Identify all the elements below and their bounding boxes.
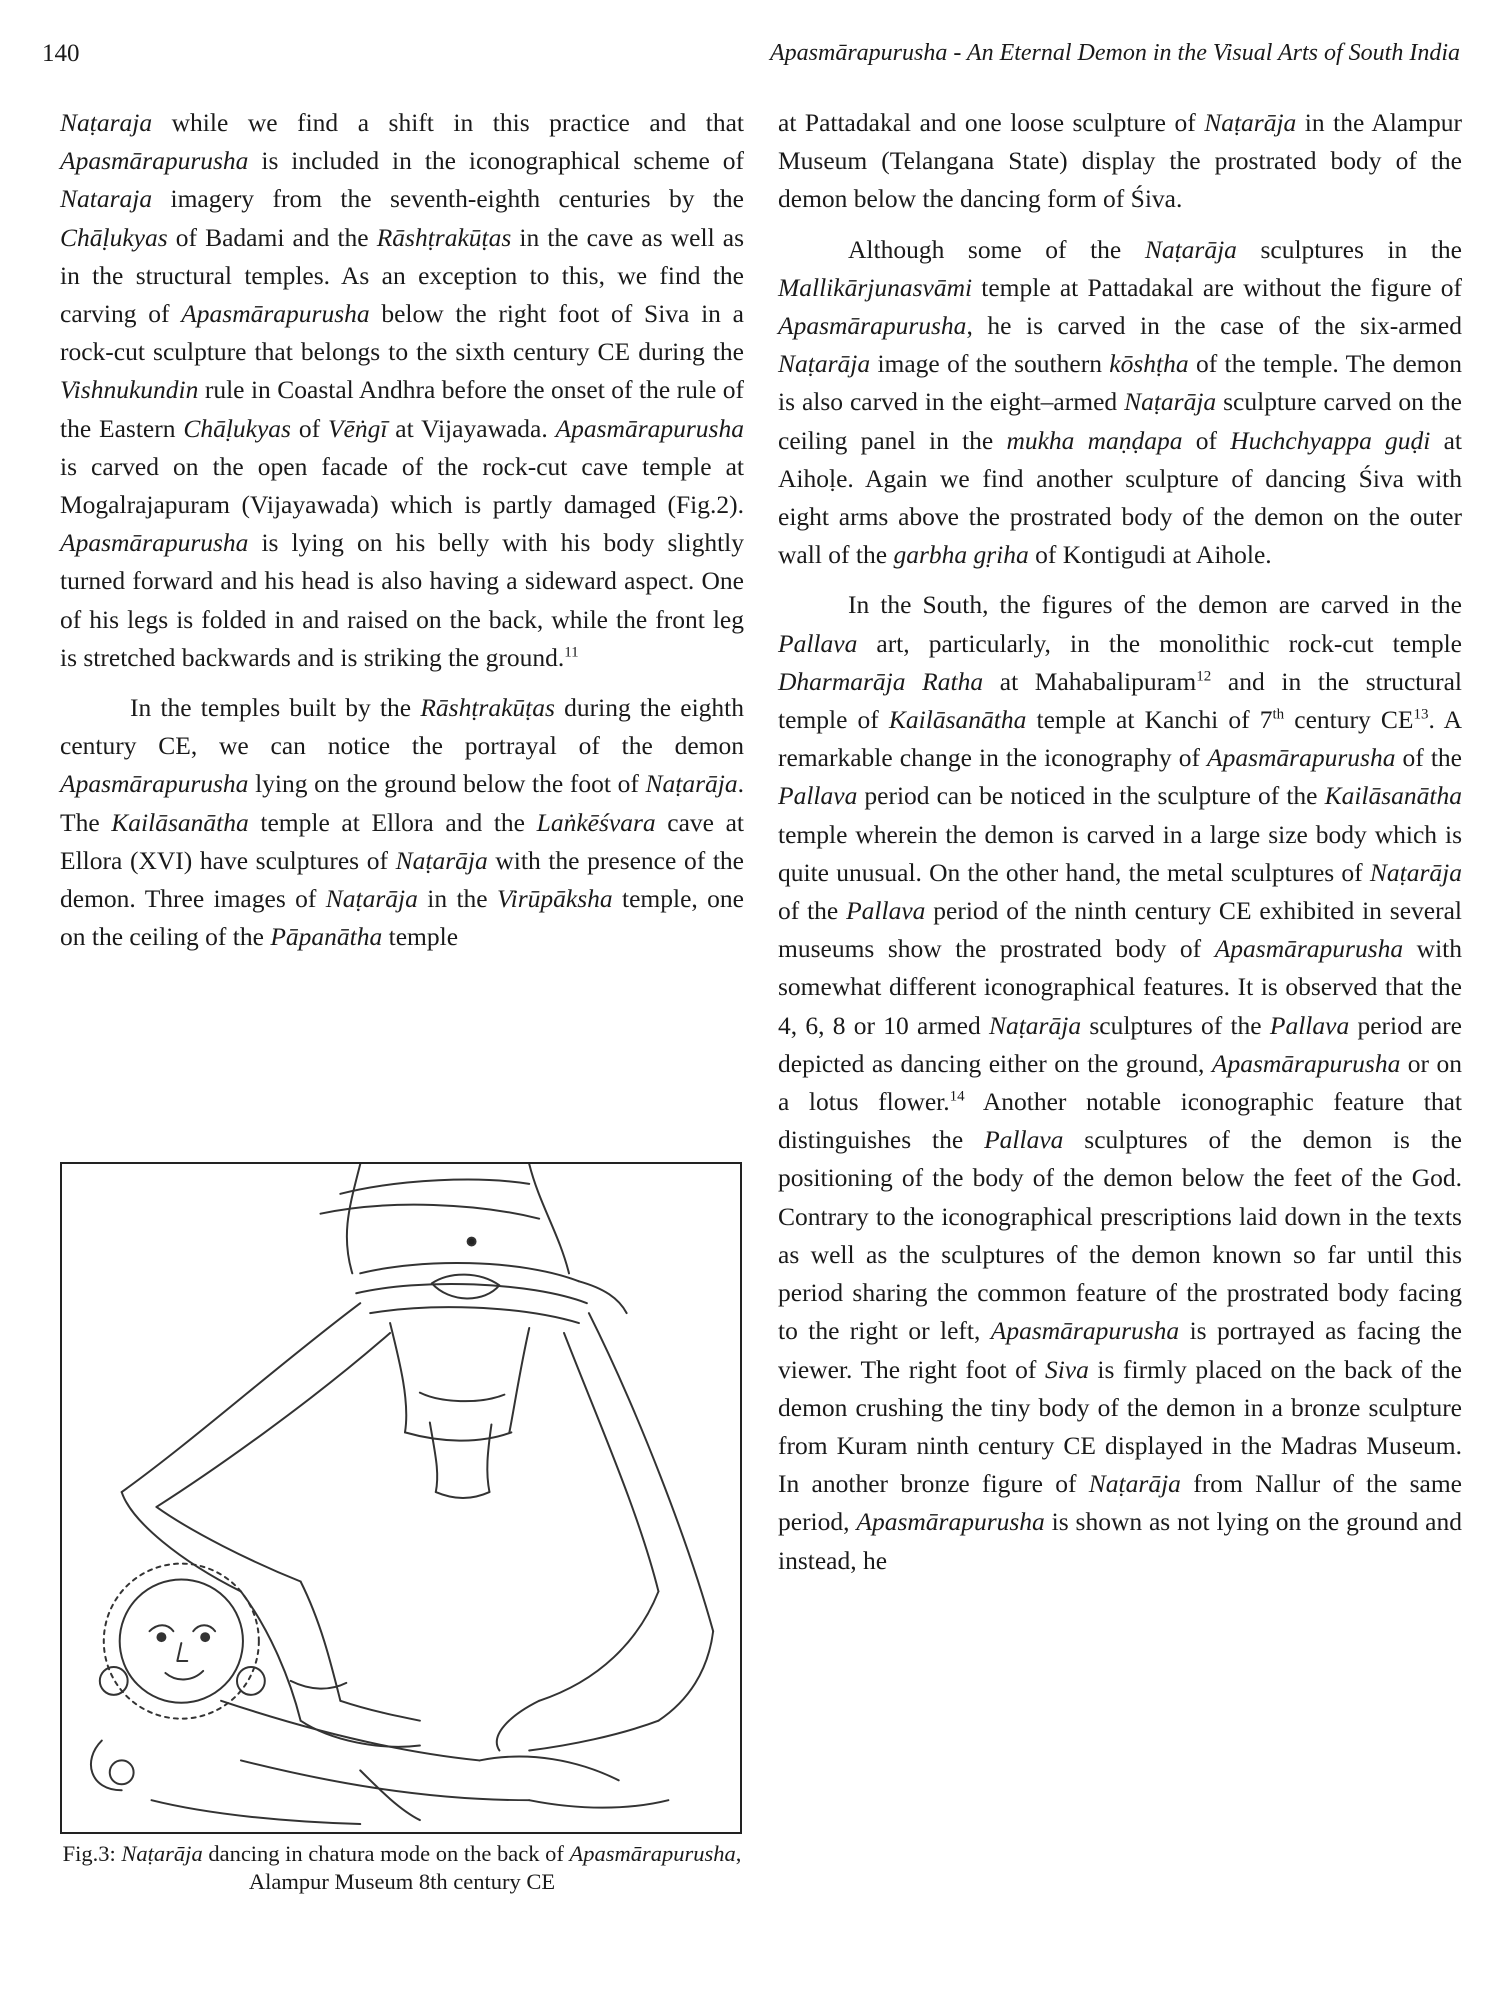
paragraph (778, 231, 1462, 575)
text-run: with the presence of the demon. Three images of (60, 845, 744, 914)
text-run: Pāpanātha (270, 922, 383, 952)
text-run: and in the structural temple of (778, 666, 1462, 735)
text-run: sculptures of the demon is the positioning of the body of the demon below the feet of the God. Contrary to the iconographical prescriptions laid down in the texts as well as the sculptures of the demon known so far until this period sharing the common feature of the prostrated body facing to the right or left, (778, 1125, 1462, 1346)
text-run: Nataraja (60, 184, 153, 214)
text-run: Vishnukundin (60, 375, 199, 405)
text-run: Apasmārapurusha (569, 1841, 736, 1866)
text-run: Pallava (1269, 1010, 1350, 1040)
page-number: 140 (42, 40, 80, 67)
text-run: Apasmārapurusha (60, 528, 249, 558)
text-run: kōshṭha (1109, 349, 1189, 379)
text-run: , he is carved in the case of the six-armed (966, 311, 1462, 341)
text-run: Apasmārapurusha (60, 146, 249, 176)
paragraph (60, 104, 744, 677)
text-run: image of the southern (870, 349, 1110, 379)
text-run: , Alampur Museum 8th century CE (248, 1841, 742, 1894)
text-run: Chāḷukyas (183, 413, 291, 443)
text-run: Naṭarāja (778, 349, 871, 379)
text-run: Naṭarāja (395, 845, 488, 875)
text-run: period are depicted as dancing either on the ground, (778, 1010, 1462, 1078)
text-run: in the (417, 884, 497, 914)
text-run: in the cave as well as in the structural temples. As an exception to this, we find the carving of (60, 222, 744, 329)
text-run: sculptures in the (1236, 234, 1462, 264)
text-run: is carved on the open facade of the rock-cut cave temple at Mogalrajapuram (Vijayawada) which is partly damaged (Fig.2). (60, 451, 744, 520)
text-run: sculpture carved on the ceiling panel in the (778, 387, 1462, 455)
text-run: Naṭarāja (1088, 1469, 1181, 1499)
text-run: art, particularly, in the monolithic rock-cut temple (857, 628, 1462, 658)
text-run: Apasmārapurusha (181, 299, 370, 329)
text-run: or on a lotus flower. (778, 1048, 1462, 1117)
text-run: Naṭarāja (325, 884, 418, 914)
text-run: while we find a shift in this practice and that (152, 108, 744, 137)
text-run: of (290, 413, 328, 443)
text-run: century CE (1284, 705, 1414, 735)
text-run: temple, one on the ceiling of the (60, 884, 744, 952)
text-run: sculptures of the (1081, 1010, 1270, 1040)
text-run: period of the ninth century CE exhibited in several museums show the prostrated body of (778, 896, 1462, 964)
text-run: Chāḷukyas (60, 222, 168, 252)
text-run: of (1182, 425, 1231, 455)
text-run: Pallava (984, 1125, 1064, 1155)
text-run: Rāshṭrakūṭas (376, 222, 512, 252)
text-run: temple wherein the demon is carved in a large size body which is quite unusual. On the other hand, the metal sculptures of (778, 819, 1462, 887)
text-run: Rāshṭrakūṭas (420, 693, 555, 723)
text-run: Kailāsanātha (1324, 781, 1462, 811)
text-run: of the (778, 896, 847, 926)
text-run: Another notable iconographic feature that distinguishes the (778, 1087, 1462, 1155)
text-run: Naṭarāja (1144, 234, 1237, 264)
text-run: during the eighth century CE, we can notice the portrayal of the demon (60, 693, 744, 761)
text-run: Naṭarāja (121, 1841, 203, 1866)
text-run: below the right foot of Siva in a rock-cut sculpture that belongs to the sixth century CE during the (60, 299, 744, 367)
text-run: . The (60, 769, 744, 837)
text-run: Pallava (846, 896, 926, 926)
figure-illustration (60, 1162, 742, 1834)
text-run: Apasmārapurusha (1211, 1048, 1401, 1078)
text-run: at Aihoḷe. Again we find another sculpture of dancing Śiva with eight arms above the prostrated body of the demon on the outer wall of the (778, 425, 1462, 570)
text-run: Naṭarāja (1204, 108, 1297, 137)
text-run: Although some of the (848, 234, 1145, 264)
text-run: lying on the ground below the foot of (248, 769, 646, 799)
text-run: at Mahabalipuram (983, 666, 1197, 696)
text-run: temple (382, 922, 459, 952)
text-run: Siva (1044, 1354, 1089, 1384)
text-run: is firmly placed on the back of the demon crushing the tiny body of the demon in a bronze sculpture from Kuram ninth century CE displayed in the Madras Museum. In another bronze figure of (778, 1354, 1462, 1499)
text-run: Apasmārapurusha (778, 311, 967, 341)
text-run: at Vijayawada. (387, 413, 556, 443)
text-run: imagery from the seventh-eighth centuries by the (152, 184, 744, 214)
text-run: of the (1395, 743, 1462, 773)
text-run: Mallikārjunasvāmi (778, 272, 973, 302)
text-run: period can be noticed in the sculpture of the (857, 781, 1325, 811)
text-run: Naṭarāja (645, 769, 738, 799)
paragraph (778, 104, 1462, 219)
text-run: temple at Kanchi of 7 (1026, 705, 1273, 735)
text-run: is included in the iconographical scheme of (248, 146, 744, 176)
paragraph (778, 586, 1462, 1579)
text-run: is portrayed as facing the viewer. The right foot of (778, 1316, 1462, 1384)
footnote-ref: 11 (564, 644, 579, 661)
text-run: Laṅkēśvara (536, 807, 656, 837)
running-head: Apasmārapurusha - An Eternal Demon in the Visual Arts of South India (770, 40, 1460, 66)
text-run: Naṭaraja (60, 108, 153, 137)
text-run: Fig.3: (62, 1841, 122, 1866)
text-run: Naṭarāja (1124, 387, 1217, 417)
text-run: with somewhat different iconographical features. It is observed that the 4, 6, 8 or 10 armed (778, 934, 1463, 1040)
text-run: Kailāsanātha (888, 705, 1027, 735)
figure-caption (60, 1840, 744, 1896)
paragraph (60, 689, 744, 956)
text-run: dancing in chatura mode on the back of (202, 1841, 570, 1866)
footnote-ref: th (1272, 706, 1285, 723)
left-column (60, 104, 744, 968)
text-run: temple at Pattadakal are without the figure of (972, 272, 1462, 302)
footnote-ref: 14 (949, 1088, 965, 1105)
text-run: Dharmarāja Ratha (778, 666, 984, 696)
text-run: of the temple. The demon is also carved in the eight–armed (778, 349, 1462, 417)
text-run: Apasmārapurusha (555, 413, 744, 443)
text-run: Apasmārapurusha (856, 1507, 1045, 1537)
right-column (778, 104, 1462, 1592)
text-run: in the Alampur Museum (Telangana State) display the prostrated body of the demon below the dancing form of Śiva. (778, 108, 1462, 214)
footnote-ref: 13 (1413, 706, 1429, 723)
text-run: is shown as not lying on the ground and instead, he (778, 1507, 1462, 1575)
text-run: at Pattadakal and one loose sculpture of (778, 108, 1205, 137)
text-run: Kailāsanātha (111, 807, 249, 837)
text-run: Naṭarāja (1369, 857, 1462, 887)
text-run: garbha gṛiha (893, 540, 1029, 570)
text-run: of Badami and the (167, 222, 377, 252)
text-run: of Kontigudi at Aihole. (1028, 540, 1272, 570)
text-run: Vēṅgī (327, 413, 388, 443)
text-run: Virūpāksha (496, 884, 613, 914)
text-run: Apasmārapurusha (60, 769, 249, 799)
text-run: In the temples built by the (130, 693, 421, 723)
text-run: Pallava (778, 628, 858, 658)
text-run: mukha maṇḍapa (1006, 425, 1183, 455)
text-run: Huchchyappa guḍi (1230, 425, 1431, 455)
text-run: In the South, the figures of the demon are carved in the (848, 590, 1462, 620)
text-run: rule in Coastal Andhra before the onset of the rule of the Eastern (60, 375, 744, 443)
text-run: cave at Ellora (XVI) have sculptures of (60, 807, 745, 875)
text-run: . A remarkable change in the iconography of (778, 705, 1462, 773)
footnote-ref: 12 (1196, 668, 1212, 685)
text-run: is lying on his belly with his body slightly turned forward and his head is also having a sideward aspect. One of his legs is folded in and raised on the back, while the front leg is stretched backwards and is striking the ground. (60, 528, 744, 672)
text-run: from Nallur of the same period, (778, 1469, 1462, 1537)
text-run: Pallava (778, 781, 858, 811)
text-run: temple at Ellora and the (248, 807, 537, 837)
text-run: Apasmārapurusha (1207, 743, 1396, 773)
text-run: Naṭarāja (988, 1010, 1082, 1040)
text-run: Apasmārapurusha (990, 1316, 1180, 1346)
text-run: Apasmārapurusha (1214, 934, 1404, 964)
